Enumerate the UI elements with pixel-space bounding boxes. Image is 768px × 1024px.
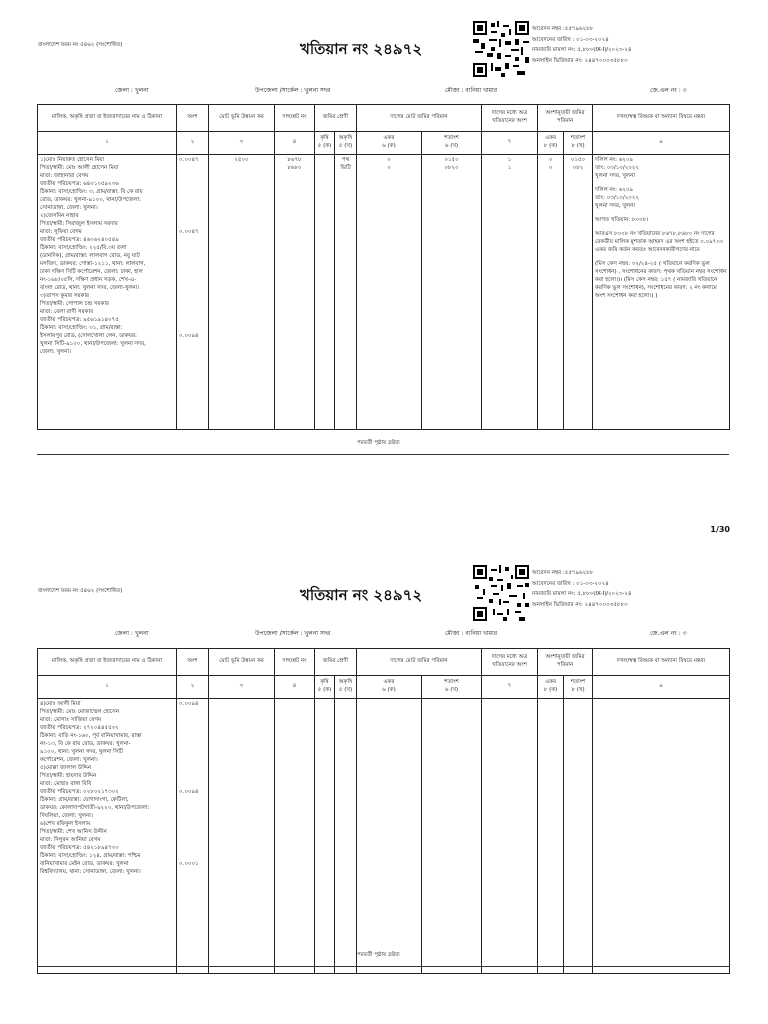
header-remarks: দখল/স্বত্ব বিষয়ক বা অন্যান্য বিষয়ে মন্তব্য: [593, 649, 730, 676]
owner-line: ঠিকানা: বাসা/হোল্ডিং: ২২৫/বি,৩য় তলা: [40, 245, 127, 251]
holding-share-cell: [482, 699, 538, 974]
revenue-cell: ২৫০০: [209, 155, 275, 430]
share-cell: [177, 155, 209, 430]
share-value: ০.০০০১: [179, 861, 199, 867]
header-revenue: মোট ভূমি উন্নয়ন কর: [209, 105, 275, 132]
col-5a: কৃষি ৫ (ক): [315, 132, 335, 155]
col-5b: অকৃষি ৫ (খ): [335, 132, 357, 155]
owner-line: ইসলামপুর রোড, (দোলখোলা লেন, ডাকঘর:: [40, 333, 137, 339]
khatian-table: [37, 648, 730, 974]
deed-date: তাং: ০৩/১০/২০২২: [595, 165, 640, 171]
owner-line: পিতা/স্বামী: হায়দার উদ্দিন: [40, 773, 97, 779]
acre-value: ০: [387, 157, 391, 163]
acre-cell: [357, 699, 422, 974]
shotangsho-value: ০১৫০: [444, 157, 459, 163]
header-holding-share: দাগের মধ্যে অত্র খতিয়ানের অংশ: [482, 105, 538, 132]
form-number: বাংলাদেশ ফরম নং ৫৪৬২ (সংশোধিত): [38, 588, 123, 594]
shotangsho2-value: ০১৫০: [570, 157, 586, 163]
col-4: ৪: [275, 132, 315, 155]
divider: [37, 966, 729, 967]
owner-line: মাতা: জাহানারা বেগম: [40, 173, 89, 179]
online-verification-number: অনলাইন ভিজিয়ার নং: ২৪৪৭০০০৩৫৮৮৩: [532, 601, 628, 608]
col-7: ৭: [482, 132, 538, 155]
header-area: দাগের মোট জমির পরিমান: [357, 649, 482, 676]
remarks-cell: [593, 155, 730, 430]
shotangsho-cell: [422, 155, 482, 430]
online-verification-number: অনলাইন ভিজিয়ার নং: ২৪৪৭০০০৩৫৮৮৩: [532, 57, 628, 64]
next-page-note: পরবর্তী পৃষ্ঠায় দ্রষ্টব্য: [357, 440, 400, 446]
table-subheader-row: [38, 676, 730, 699]
owner-line: ঢাকা দক্ষিণ সিটি কর্পোরেশন, জেলা: ঢাকা, হাল: [40, 269, 143, 275]
owner-cell: [38, 155, 177, 430]
col-1: ১: [38, 676, 177, 699]
owner-line: ২)জেসমিন নাহার: [40, 213, 79, 219]
owner-line: ৯১০০, থানা: খুলনা সদর, খুলনা সিটি: [40, 749, 123, 755]
deed-number: দলিল নং: ৬২০৯: [595, 187, 633, 193]
table-row: [38, 155, 730, 430]
owner-line: ১)মোঃ নিয়ারুত হোসেন মিয়া: [40, 157, 105, 163]
shotangsho-value: ০৮২০: [444, 165, 459, 171]
col-5a: কৃষি ৫ (ক): [315, 676, 335, 699]
land-class: ভিটি: [340, 165, 351, 171]
owner-line: রোড, ডাকঘর: খুলনা-৯১০০, থানা/উপজেলা:: [40, 197, 141, 203]
deed-office: খুলনা সদর, খুলনা: [595, 203, 635, 209]
acre2-cell: [538, 699, 564, 974]
owner-line: ডাকঘর: কোলাদাপটগাতী-৯২২০, থানা/উপজেলা:: [40, 805, 150, 811]
owner-line: ৬)শেখ রফিকুল ইসলাম: [40, 821, 91, 827]
col-5b: অকৃষি ৫ (খ): [335, 676, 357, 699]
acre-value: ০: [387, 165, 391, 171]
mutation-note: আরএস ৮০০৮ নং খতিয়ানের ৮৬৭৮,৮৬৮০ নং দাগের রেকর্ডীয় মালিক মুশতাক আহমদ এর অংশ হইতে ০.০৯৭০০ একর জমি কর্তন করতঃ আবেদনকারীগণের নামে: [595, 231, 724, 253]
holding-share-cell: [482, 155, 538, 430]
okrishi-cell: [335, 155, 357, 430]
header-revenue: মোট ভূমি উন্নয়ন কর: [209, 649, 275, 676]
owner-line: জাতীয় পরিচয়পত্র: ২৭২০৪৪৫৫৩২: [40, 725, 119, 731]
mutation-case-number: নামজারি মামলা নং: ৫,৮৮০(IX-I)/২০২৩-২৪: [532, 591, 632, 597]
owner-line: জেলা: খুলনা।: [40, 349, 72, 355]
col-8a: একর ৮ (ক): [538, 132, 564, 155]
dag-number: ৮৬৮০: [287, 165, 302, 171]
owner-line: কর্পোরেশন, জেলা: খুলনা।: [40, 757, 98, 763]
share-value: ০.০০৪৭: [179, 157, 199, 163]
deed-date: তাং: ০৩/১০/২০২২: [595, 195, 640, 201]
owner-line: বাংলা রোড, থানা: খুলনা সদর, জেলা-খুলনা।: [40, 285, 140, 291]
owner-line: ঠিকানা: বাড়ি নং-১৬০, পূর্ব বানিয়াখামার, রাস্তা: [40, 733, 142, 739]
header-holding-share: দাগের মধ্যে অত্র খতিয়ানের অংশ: [482, 649, 538, 676]
khatian-title: খতিয়ান নং ২৪৯৭২: [300, 40, 423, 58]
owner-line: মসজিদ, ডাকঘর: পোস্তা-১২১১, থানা: লালবাগ,: [40, 261, 146, 267]
owner-line: জাতীয় পরিচয়পত্র: ৫৪২১৮৯৪৭৩০: [40, 845, 119, 851]
dag-number: ৮৬৭৮: [287, 157, 302, 163]
source-khatian: আগত খতিয়ান: ৮০০৮।: [595, 217, 649, 223]
dag-cell: [275, 155, 315, 430]
district: জেলা : খুলনা: [115, 630, 149, 637]
owner-line: পিতা/স্বামী: মোঃ আলী হোসেন মিয়া: [40, 165, 119, 171]
header-share: অংশ: [177, 105, 209, 132]
land-class: পথ: [341, 157, 350, 163]
table-header-row: [38, 105, 730, 132]
share-cell: [177, 699, 209, 974]
col-9: ৯: [593, 676, 730, 699]
remarks-cell: [593, 699, 730, 974]
misc-case-note: (মিস কেস নম্বর: ৩২/২৪-২৫ ( খতিয়ানে করণিক ভুল সংশোধন) , সংশোধনের কারণ: পৃথক খতিয়ান নম্বর সংশোধন করা হলো।)। (মিস কেস নম্বর: ১৫৭ ( নামজারি খতিয়ানে করণিক ভুল সংশোধন), সংশোধনের কারণ: ২ নং কলামে অংশ সংশোধন করা হলো।) ): [595, 261, 727, 299]
col-6a: একর ৬ (ক): [357, 132, 422, 155]
krishi-cell: [315, 155, 335, 430]
header-share-land: অংশানুযায়ী জমির পরিমান: [538, 649, 593, 676]
owner-line: বানিয়াখামার মেইন রোড, ডাকঘর: খুলনা: [40, 861, 129, 867]
owner-line: ঠিকানা: বাসা/হোল্ডিং: ১২৪, গ্রাম/রাস্তা: পশ্চিম: [40, 853, 141, 859]
mouza: মৌজা : বানিয়া খামার: [445, 630, 498, 637]
holding-share-value: ১: [507, 157, 512, 163]
owner-line: ঠিকানা: বাসা/হোল্ডিং: ৩১, গ্রাম/রাস্তা:: [40, 325, 123, 331]
divider: [37, 454, 729, 455]
owner-line: জাতীয় পরিচয়পত্র: ৪৬০৬২৪০৫৪৯: [40, 237, 119, 243]
deed-office: খুলনা সদর, খুলনা: [595, 173, 635, 179]
acre2-cell: [538, 155, 564, 430]
header-area: দাগের মোট জমির পরিমান: [357, 105, 482, 132]
application-number: আবেদন নম্বর :৫৫৭৯৬২৮৮: [532, 26, 594, 32]
header-owner: মালিক, অকৃষি প্রজা বা ইজারাদারের নাম ও ঠিকানা: [38, 649, 177, 676]
share-value: ০.০০৯৪: [179, 701, 199, 707]
jl-number: জে.এল নং : ৩: [650, 630, 687, 637]
owner-line: মাতা: মোছাঃ রাঙ্গা বিবি: [40, 781, 92, 787]
owner-line: জাতীয় পরিচয়পত্র: ৯৫৬১৯১৪০৭৫: [40, 317, 119, 323]
owner-line: জাতীয় পরিচয়পত্র: ০২৮০২১৭৩০২: [40, 789, 119, 795]
owner-line: ৪)মোঃ আলী মিয়া: [40, 701, 81, 707]
owner-line: বিশ্ববিদ্যালয়, থানা: সোনাডাঙ্গা, জেলা: খুলনা।: [40, 869, 141, 875]
dag-cell: [275, 699, 315, 974]
owner-line: নং-১৬৮/০৫সি, দক্ষিণ প্রধান সড়ক, শেখ-এ-: [40, 277, 137, 283]
header-remarks: দখল/স্বত্ব বিষয়ক বা অন্যান্য বিষয়ে মন্তব্য: [593, 105, 730, 132]
owner-line: মাতা: দিলুরন আনিয়া বেগম: [40, 837, 101, 843]
krishi-cell: [315, 699, 335, 974]
owner-line: মাতা: মোসাঃ সাজিয়া বেগম: [40, 717, 102, 723]
owner-line: পিতা/স্বামী: মোঃ মোজাম্মেল হোসেন: [40, 709, 119, 715]
col-3: ৩: [209, 132, 275, 155]
shotangsho-cell: [422, 699, 482, 974]
header-dag: দাগ/প্লট নং: [275, 105, 315, 132]
application-date: আবেদনের তারিখ : ০১-০৩-২০২৪: [532, 580, 609, 587]
header-share: অংশ: [177, 649, 209, 676]
jl-number: জে.এল নং : ৩: [650, 87, 687, 94]
holding-share-value: ১: [507, 165, 512, 171]
deed-number: দলিল নং: ৬২০৯: [595, 157, 633, 163]
col-8b: শতাংশ ৮ (খ): [564, 132, 593, 155]
next-page-note: পরবর্তী পৃষ্ঠায় দ্রষ্টব্য: [357, 952, 400, 958]
shotangsho2-cell: [564, 699, 593, 974]
page-number: 1/30: [710, 525, 730, 534]
owner-line: পিতা/স্বামী: গোপাল চন্দ্র সরকার: [40, 301, 109, 307]
district: জেলা : খুলনা: [115, 87, 149, 94]
share-value: ০.০০৯৪: [179, 333, 199, 339]
owner-line: নং-১৩, বি কে রায় রোড, ডাকঘর: খুলনা-: [40, 741, 131, 747]
owner-line: জাতীয় পরিচয়পত্র: ৬৪০১০৫৯২৩৬: [40, 181, 119, 187]
col-6b: শতাংশ ৬ (খ): [422, 676, 482, 699]
upazila: উপজেলা /সার্কেল : খুলনা সদর: [255, 630, 331, 637]
header-share-land: অংশানুযায়ী জমির পরিমান: [538, 105, 593, 132]
col-8b: শতাংশ ৮ (খ): [564, 676, 593, 699]
col-2: ২: [177, 676, 209, 699]
okrishi-cell: [335, 699, 357, 974]
header-class: জমির শ্রেণী: [315, 105, 357, 132]
col-6b: শতাংশ ৬ (খ): [422, 132, 482, 155]
mutation-case-number: নামজারি মামলা নং: ৫,৮৮০(IX-I)/২০২৩-২৪: [532, 47, 632, 53]
application-info: [532, 24, 632, 66]
owner-line: খুলনা সিটি-৯১০০, থানা/উপজেলা: খুলনা সদর,: [40, 341, 146, 347]
shotangsho2-cell: [564, 155, 593, 430]
col-2: ২: [177, 132, 209, 155]
header-dag: দাগ/প্লট নং: [275, 649, 315, 676]
owner-line: ঠিকানা: বাসা/হোল্ডিং: ৩, গ্রাম/রাস্তা: বি কে রায়: [40, 189, 143, 195]
share-value: ০.০০৯৪: [179, 789, 199, 795]
owner-line: ৫)মোল্লা জালাল উদ্দিন: [40, 765, 92, 771]
qr-code-icon: [473, 21, 529, 77]
col-6a: একর ৬ (ক): [357, 676, 422, 699]
table-subheader-row: [38, 132, 730, 155]
owner-line: (ডানদিক), গ্রাম/রাস্তা: লালবাগ রোড, নবু ঘাট: [40, 253, 140, 259]
owner-line: দিঘলিয়া, জেলা: খুলনা।: [40, 813, 93, 819]
table-row: [38, 699, 730, 974]
shotangsho2-value: ০৮২: [572, 165, 584, 171]
acre-cell: [357, 155, 422, 430]
col-1: ১: [38, 132, 177, 155]
share-value: ০.০০৪৭: [179, 229, 199, 235]
mouza: মৌজা : বানিয়া খামার: [445, 87, 498, 94]
owner-line: সোনাডাঙ্গা, জেলা: খুলনা।: [40, 205, 98, 211]
application-info: [532, 568, 632, 610]
header-class: জমির শ্রেণী: [315, 649, 357, 676]
col-8a: একর ৮ (ক): [538, 676, 564, 699]
col-3: ৩: [209, 676, 275, 699]
khatian-table: [37, 104, 730, 430]
col-7: ৭: [482, 676, 538, 699]
owner-line: মাতা: সুফিয়া বেগম: [40, 229, 82, 235]
application-number: আবেদন নম্বর :৫৫৭৯৬২৮৮: [532, 570, 594, 576]
khatian-title: খতিয়ান নং ২৪৯৭২: [300, 586, 423, 604]
col-9: ৯: [593, 132, 730, 155]
qr-code-icon: [473, 565, 529, 621]
application-date: আবেদনের তারিখ : ০১-০৩-২০২৪: [532, 36, 609, 43]
owner-line: মাতা: বেলা রাণী সরকার: [40, 309, 94, 315]
owner-line: পিতা/স্বামী: সিরাজুল ইসলাম সরদার: [40, 221, 118, 227]
acre2-value: ০: [548, 157, 553, 163]
owner-line: ঠিকানা: গ্রাম/রাস্তা: যোগাদাংগা, কেটিলা,: [40, 797, 129, 803]
owner-line: পিতা/স্বামী: শেখ আনিস উদ্দীন: [40, 829, 107, 835]
revenue-cell: [209, 699, 275, 974]
owner-line: ৩)তাপস কুমার সরকার: [40, 293, 89, 299]
col-4: ৪: [275, 676, 315, 699]
header-owner: মালিক, অকৃষি প্রজা বা ইজারাদারের নাম ও ঠিকানা: [38, 105, 177, 132]
form-number: বাংলাদেশ ফরম নং ৫৪৬২ (সংশোধিত): [38, 42, 123, 48]
acre2-value: ০: [548, 165, 553, 171]
upazila: উপজেলা /সার্কেল : খুলনা সদর: [255, 87, 331, 94]
owner-cell: [38, 699, 177, 974]
table-header-row: [38, 649, 730, 676]
